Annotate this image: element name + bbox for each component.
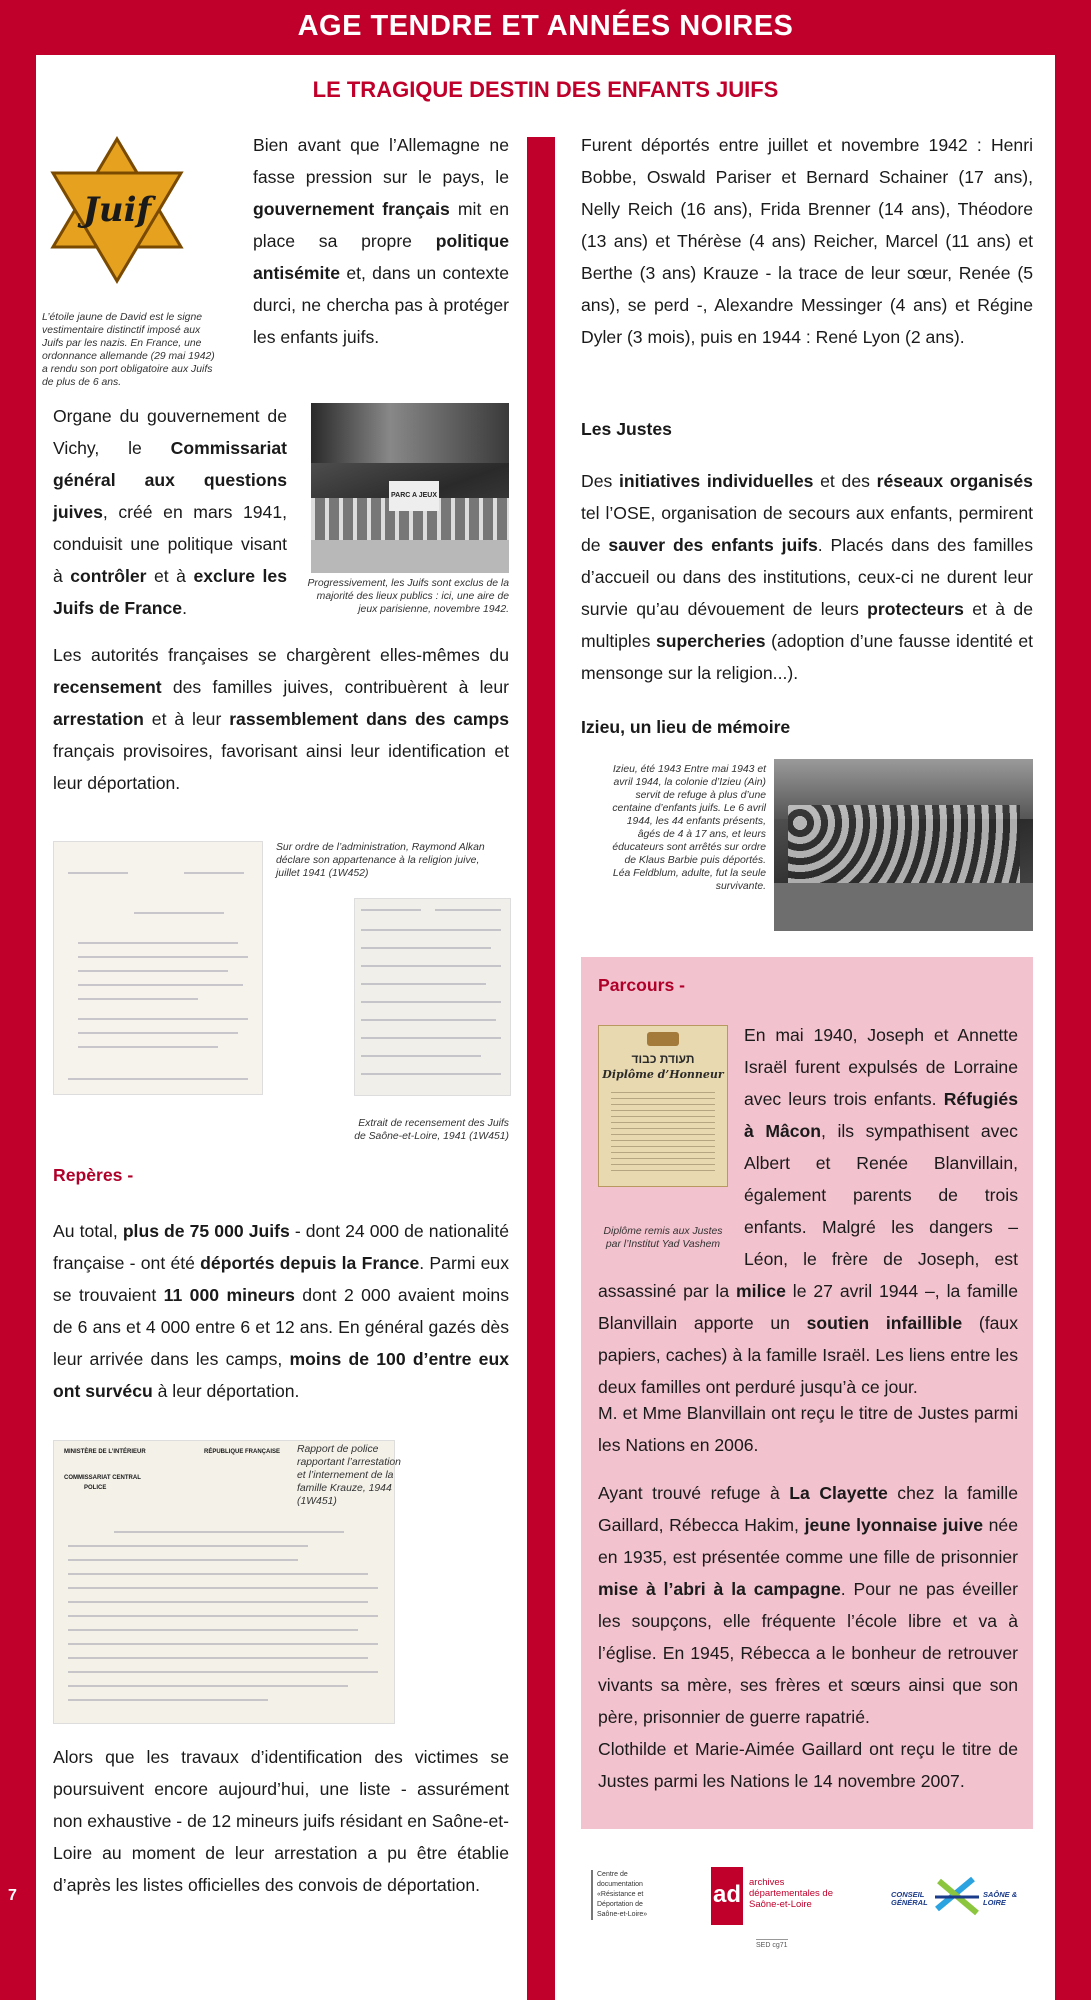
yellow-star-image — [42, 135, 192, 285]
israel-family-paragraph: En mai 1940, Joseph et Annette Israël furent expulsés de Lorraine avec leurs trois enfants. Réfugiés à Mâcon, ils sympathisent avec Albert et Renée Blanvillain, également parents de trois enfants. Malgré les dangers – Léon, le frère de Joseph, est assassiné par la milice le 27 avril 1944 –, la famille Blanvillain apporte un soutien infaillible (faux papiers, caches) à la famille Israël. Les liens entre les deux familles ont perduré jusqu’à ce jour. — [598, 1025, 1018, 1397]
census-caption: Extrait de recensement des Juifs de Saône-et-Loire, 1941 (1W451) — [354, 1118, 509, 1142]
star-label: Juif — [82, 190, 152, 230]
census-document-image — [354, 898, 511, 1096]
archives-mark: ad — [711, 1867, 743, 1925]
column-divider — [527, 137, 555, 2000]
commissariat-paragraph: Organe du gouvernement de Vichy, le Commissariat général aux questions juives, créé en mars 1941, conduisit une politique visant à contrôler et à exclure les Juifs de France. — [53, 406, 287, 618]
content-sheet — [36, 55, 1055, 2000]
victims-list-paragraph: Alors que les travaux d’identification des victimes se poursuivent encore aujourd’hui, une liste - assurément non exhaustive - de 12 mineurs juifs résidant en Saône-et-Loire au moment de leur arrestation a pu être établie d’après les listes officielles des convois de déportation. — [53, 1747, 509, 1895]
alkan-letter-caption: Sur ordre de l’administration, Raymond Alkan déclare son appartenance à la religion juive, juillet 1941 (1W452) — [276, 842, 485, 879]
izieu-heading: Izieu, un lieu de mémoire — [581, 717, 791, 737]
saone-loire-text: SAÔNE & LOIRE — [983, 1890, 1018, 1907]
section-subtitle: LE TRAGIQUE DESTIN DES ENFANTS JUIFS — [312, 77, 779, 102]
alkan-letter-image — [53, 841, 263, 1095]
star-caption: L’étoile jaune de David est le signe vestimentaire distinctif imposé aux Juifs par les nazis. En France, une ordonnance allemande (29 mai 1942) a rendu son port obligatoire aux Juifs de plus de 6 ans. — [42, 312, 215, 388]
page-number: 7 — [8, 1887, 17, 1904]
archives-logo — [711, 1867, 851, 1927]
diploma-caption: Diplôme remis aux Justes par l’Institut Yad Vashem — [603, 1226, 723, 1250]
archives-logo-text: archives départementales de Saône-et-Loire — [749, 1877, 833, 1910]
conseil-general-logo — [891, 1875, 1021, 1923]
police-ministry: MINISTÈRE DE L’INTÉRIEUR — [64, 1449, 146, 1455]
police-commissariat: COMMISSARIAT CENTRAL — [64, 1475, 141, 1481]
crd-logo — [591, 1870, 665, 1920]
izieu-photo — [774, 759, 1033, 931]
police-label: POLICE — [84, 1485, 107, 1491]
playground-sign: PARC A JEUX — [389, 481, 439, 511]
crd-logo-text: Centre de documentation «Résistance et Déportation de Saône-et-Loire» — [597, 1871, 648, 1918]
reperes-heading: Repères - — [53, 1165, 134, 1185]
justes-paragraph: Des initiatives individuelles et des réseaux organisés tel l’OSE, organisation de secours aux enfants, permirent de sauver des enfants juifs. Placés dans des familles d’accueil ou dans des institutions, ceux-ci ne durent leur survie qu’au dévouement de leurs protecteurs et à de multiples supercheries (adoption d’une fausse identité et mensonge sur la religion...). — [581, 471, 1033, 683]
playground-caption: Progressivement, les Juifs sont exclus de la majorité des lieux publics : ici, une aire de jeux parisienne, novembre 1942. — [307, 578, 509, 615]
page-title: AGE TENDRE ET ANNÉES NOIRES — [297, 10, 794, 42]
diploma-title: Diplôme d’Honneur — [602, 1068, 724, 1081]
conseil-general-emblem-icon — [933, 1875, 981, 1919]
justes-heading: Les Justes — [581, 419, 672, 439]
star-of-david-icon — [42, 135, 192, 285]
police-republic: RÉPUBLIQUE FRANÇAISE — [204, 1449, 281, 1455]
gaillard-paragraph: Clothilde et Marie-Aimée Gaillard ont reçu le titre de Justes parmi les Nations le 14 novembre 2007. — [598, 1739, 1018, 1791]
blanvillain-paragraph: M. et Mme Blanvillain ont reçu le titre de Justes parmi les Nations en 2006. — [598, 1403, 1018, 1455]
diploma-hebrew-title: תעודת כבוד — [631, 1052, 695, 1066]
conseil-general-text: CONSEIL GÉNÉRAL — [891, 1890, 928, 1907]
parcours-heading: Parcours - — [598, 975, 686, 995]
credit-text: SED cg71 — [756, 1939, 788, 1949]
hakim-paragraph: Ayant trouvé refuge à La Clayette chez la famille Gaillard, Rébecca Hakim, jeune lyonnaise juive née en 1935, est présentée comme une fille de prisonnier mise à l’abri à la campagne. Pour ne pas éveiller les soupçons, elle fréquente l’école libre et va à l’église. En 1945, Rébecca a le bonheur de retrouver vivants sa mère, ses frères et sœurs ainsi que son père, prisonnier de guerre rapatrié. — [598, 1483, 1018, 1727]
izieu-caption: Izieu, été 1943 Entre mai 1943 et avril 1944, la colonie d’Izieu (Ain) servit de refuge à plus d’une centaine d’enfants juifs. Le 6 avril 1944, les 44 enfants présents, âgés de 4 à 17 ans, et leurs éducateurs sont arrêtés sur ordre de Klaus Barbie puis déportés. Léa Feldblum, adulte, fut la seule survivante. — [612, 764, 766, 892]
intro-paragraph: Bien avant que l’Allemagne ne fasse pression sur le pays, le gouvernement français mit en place sa propre politique antisémite et, dans un contexte durci, ne chercha pas à protéger les enfants juifs. — [253, 135, 509, 347]
reperes-paragraph: Au total, plus de 75 000 Juifs - dont 24 000 de nationalité française - ont été déportés depuis la France. Parmi eux se trouvaient 11 000 mineurs dont 2 000 avaient moins de 6 ans et 4 000 entre 6 et 12 ans. En général gazés dès leur arrivée dans les camps, moins de 100 d’entre eux ont survécu à leur déportation. — [53, 1221, 509, 1401]
authorities-paragraph: Les autorités françaises se chargèrent elles-mêmes du recensement des familles juives, contribuèrent à leur arrestation et à leur rassemblement dans des camps français provisoires, favorisant ainsi leur identification et leur déportation. — [53, 645, 509, 793]
playground-photo — [311, 403, 509, 573]
deported-children-paragraph: Furent déportés entre juillet et novembre 1942 : Henri Bobbe, Oswald Pariser et Bernard Schainer (17 ans), Nelly Reich (16 ans), Frida Brenner (14 ans), Théodore (13 ans) et Thérèse (4 ans) Reicher, Marcel (11 ans) et Berthe (3 ans) Krauze - la trace de leur sœur, Renée (5 ans), se perd -, Alexandre Messinger (4 ans) et Régine Dyler (3 mois), puis en 1944 : René Lyon (2 ans). — [581, 135, 1033, 347]
police-caption: Rapport de police rapportant l’arrestation et l’internement de la famille Krauze, 1944 (1W451) — [297, 1444, 401, 1507]
